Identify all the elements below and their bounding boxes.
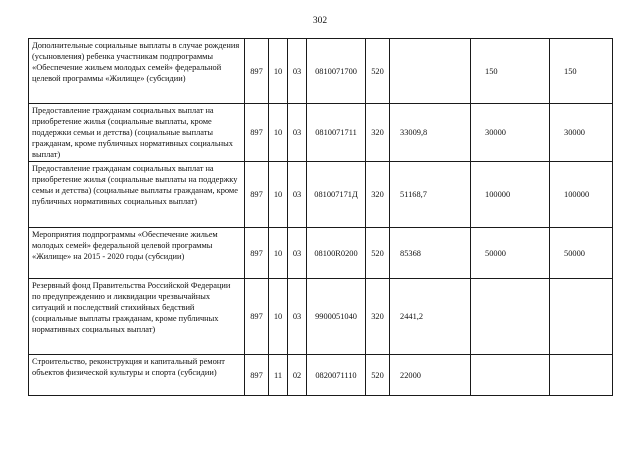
- amount-year-3: 30000: [550, 104, 613, 162]
- expense-type-code: 520: [366, 355, 390, 396]
- section-code: 11: [269, 355, 288, 396]
- amount-year-2: [471, 355, 550, 396]
- target-article-code: 0820071110: [307, 355, 366, 396]
- expense-type-code: 520: [366, 39, 390, 104]
- ministry-code: 897: [245, 39, 269, 104]
- budget-table: [28, 38, 613, 396]
- subsection-code: 03: [288, 162, 307, 228]
- ministry-code: 897: [245, 355, 269, 396]
- section-code: 10: [269, 279, 288, 355]
- subsection-code: 03: [288, 104, 307, 162]
- target-article-code: 9900051040: [307, 279, 366, 355]
- section-code: 10: [269, 162, 288, 228]
- amount-year-1: [390, 39, 471, 104]
- amount-year-1: 33009,8: [390, 104, 471, 162]
- table-row: [29, 355, 613, 396]
- ministry-code: 897: [245, 162, 269, 228]
- amount-year-1: 22000: [390, 355, 471, 396]
- amount-year-3: 50000: [550, 228, 613, 279]
- table-row: [29, 39, 613, 104]
- target-article-code: 081007171Д: [307, 162, 366, 228]
- subsection-code: 03: [288, 39, 307, 104]
- row-description: Резервный фонд Правительства Российской Федерации по предупреждению и ликвидации чрезвычайных ситуаций и последствий стихийных бедствий (социальные выплаты гражданам, кроме публичных нормативных социальных выплат): [29, 279, 245, 355]
- amount-year-2: 100000: [471, 162, 550, 228]
- ministry-code: 897: [245, 228, 269, 279]
- amount-year-3: 150: [550, 39, 613, 104]
- target-article-code: 0810071700: [307, 39, 366, 104]
- row-description: Предоставление гражданам социальных выплат на приобретение жилья (социальные выплаты на поддержку семьи и детства) (социальные выплаты гражданам, кроме публичных нормативных социальных выплат): [29, 162, 245, 228]
- amount-year-1: 2441,2: [390, 279, 471, 355]
- expense-type-code: 320: [366, 279, 390, 355]
- expense-type-code: 320: [366, 162, 390, 228]
- subsection-code: 03: [288, 279, 307, 355]
- expense-type-code: 320: [366, 104, 390, 162]
- ministry-code: 897: [245, 104, 269, 162]
- expense-type-code: 520: [366, 228, 390, 279]
- amount-year-3: [550, 355, 613, 396]
- row-description: Строительство, реконструкция и капитальный ремонт объектов физической культуры и спорта (субсидии): [29, 355, 245, 396]
- table-row: [29, 279, 613, 355]
- row-description: Дополнительные социальные выплаты в случае рождения (усыновления) ребенка участникам подпрограммы «Обеспечение жильем молодых семей» федеральной целевой программы «Жилище» (субсидии): [29, 39, 245, 104]
- section-code: 10: [269, 39, 288, 104]
- amount-year-2: 150: [471, 39, 550, 104]
- ministry-code: 897: [245, 279, 269, 355]
- amount-year-2: [471, 279, 550, 355]
- row-description: Мероприятия подпрограммы «Обеспечение жильем молодых семей» федеральной целевой программы «Жилище» на 2015 - 2020 годы (субсидии): [29, 228, 245, 279]
- table-row: [29, 162, 613, 228]
- page-number: 302: [312, 16, 328, 26]
- amount-year-2: 30000: [471, 104, 550, 162]
- row-description: Предоставление гражданам социальных выплат на приобретение жилья (социальные выплаты, кроме поддержки семьи и детства) (социальные выплаты гражданам, кроме публичных нормативных социальных выплат): [29, 104, 245, 162]
- amount-year-1: 85368: [390, 228, 471, 279]
- table-row: [29, 228, 613, 279]
- subsection-code: 02: [288, 355, 307, 396]
- amount-year-3: [550, 279, 613, 355]
- target-article-code: 08100R0200: [307, 228, 366, 279]
- section-code: 10: [269, 104, 288, 162]
- target-article-code: 0810071711: [307, 104, 366, 162]
- section-code: 10: [269, 228, 288, 279]
- subsection-code: 03: [288, 228, 307, 279]
- amount-year-2: 50000: [471, 228, 550, 279]
- amount-year-1: 51168,7: [390, 162, 471, 228]
- table-row: [29, 104, 613, 162]
- amount-year-3: 100000: [550, 162, 613, 228]
